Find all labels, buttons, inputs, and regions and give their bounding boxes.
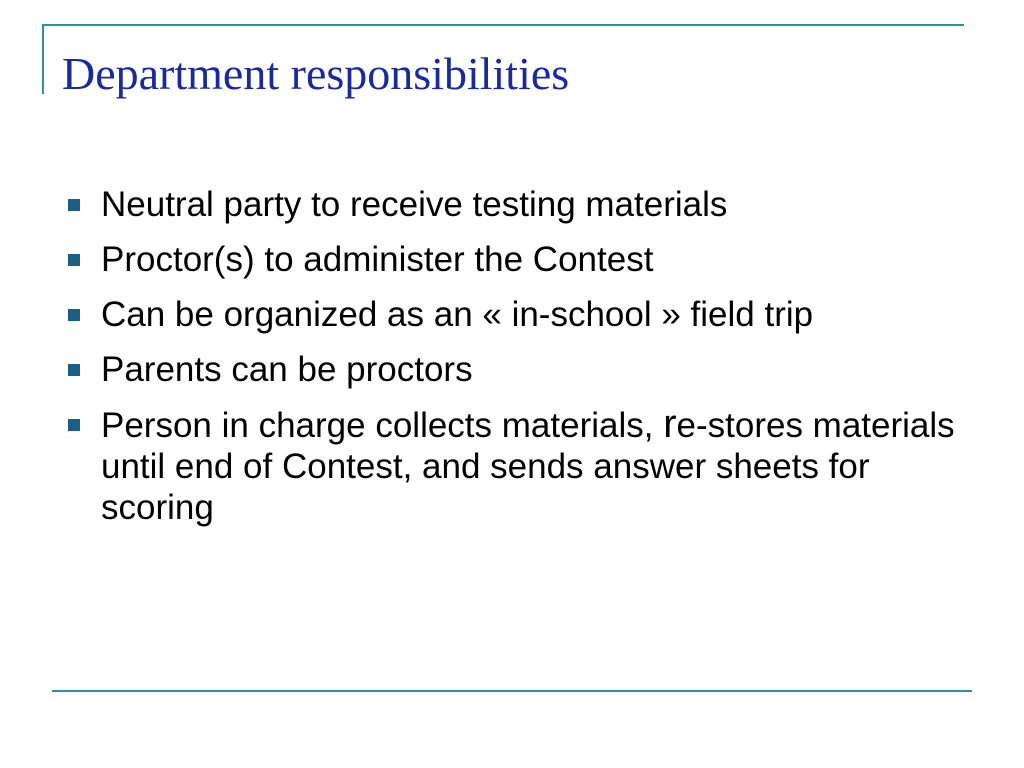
bullet-item <box>68 349 968 390</box>
bullet-text: Can be organized as an « in-school » field trip <box>101 295 814 334</box>
square-bullet-icon <box>68 309 80 321</box>
bullet-text-part: Person in charge collects materials, <box>101 406 664 445</box>
bullet-item <box>68 239 968 280</box>
title-accent-top-rule <box>42 24 964 26</box>
bullet-text: Proctor(s) to administer the Contest <box>101 240 654 279</box>
bullet-text <box>101 404 968 528</box>
square-bullet-icon <box>68 199 80 211</box>
enlarged-letter: r <box>663 402 677 446</box>
bullet-text-part: e-stores materials until end of Contest, and sends answer sheets for scoring <box>101 406 955 527</box>
square-bullet-icon <box>68 254 80 266</box>
bullet-text: Neutral party to receive testing materials <box>101 185 728 224</box>
bullet-item <box>68 184 968 225</box>
title-accent-vertical-rule <box>42 24 44 94</box>
bullet-item <box>68 404 968 528</box>
square-bullet-icon <box>68 364 80 376</box>
bullet-list <box>68 184 968 528</box>
bullet-item <box>68 294 968 335</box>
square-bullet-icon <box>68 419 80 431</box>
slide-title: Department responsibilities <box>62 48 570 99</box>
bullet-text: Parents can be proctors <box>101 350 473 389</box>
footer-rule <box>52 690 972 692</box>
